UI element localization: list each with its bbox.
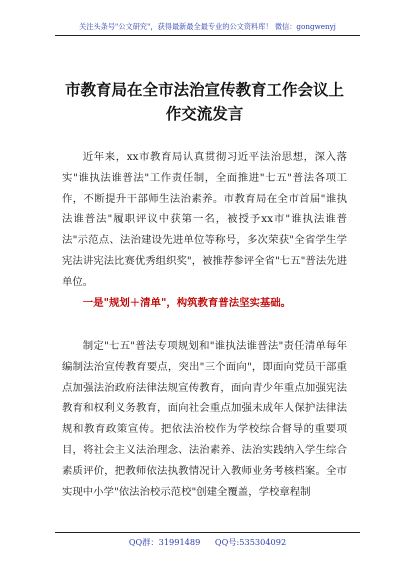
section-subheading: 一是"规划＋清单"，构筑教育普法坚实基础。 — [82, 297, 292, 309]
document-title: 市教育局在全市法治宣传教育工作会议上作交流发言 — [64, 81, 344, 123]
footer-qq-group: QQ群：31991489 — [128, 537, 201, 547]
footer — [55, 536, 360, 548]
header-divider — [55, 35, 360, 36]
footer-qq-number: QQ号:535304092 — [214, 537, 287, 547]
paragraph-1-text: 近年来，xx市教育局认真贯彻习近平法治思想，深入落实"谁执法谁普法"工作责任制，全面推进"七五"普法各项工作，不断提升干部师生法治素养。市教育局在全市首届"谁执法谁普法"履职评议中获第一名，被授予xx市"谁执法谁普法"示范点、法治建设先进单位等称号，多次荣获"全省学生学宪法讲宪法比赛优秀组织奖"，被推荐参评全省"七五"普法先进单位。 — [62, 151, 347, 288]
paragraph-2 — [62, 336, 347, 502]
footer-divider — [55, 532, 360, 533]
paragraph-1 — [62, 147, 347, 293]
paragraph-2-text: 制定"七五"普法专项规划和"谁执法谁普法"责任清单每年编制法治宣传教育要点，突出"三个面向"，即面向党员干部重点加强法治政府法律法规宣传教育，面向青少年重点加强宪法教育和权利义务教育，面向社会重点加强未成年人保护法律法规和教育政策宣传。把依法治校作为学校综合督导的重要项目，将社会主义法治理念、法治素养、法治实践纳入学生综合素质评价，把教师依法执教情况计入教师业务考核档案。全市实现中小学"依法治校示范校"创建全覆盖，学校章程制 — [62, 340, 347, 498]
header-banner: 关注头条号"公文研究"，获得最新最全最专业的公文资料库！ 微信：gongwenyj — [79, 22, 336, 31]
